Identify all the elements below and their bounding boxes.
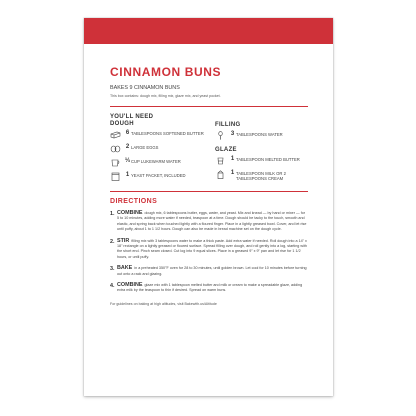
melted-butter-icon: [215, 156, 226, 165]
directions-heading: DIRECTIONS: [110, 198, 158, 205]
ingredient-text: CUP LUKEWARM WATER: [131, 158, 181, 164]
spoon-icon: [215, 131, 226, 140]
top-red-band: [84, 18, 333, 44]
milk-carton-icon: [215, 170, 226, 179]
step-body: [117, 283, 308, 294]
ingredient-item: [110, 130, 215, 139]
ingredient-qty: 1: [230, 156, 235, 162]
step-heading: COMBINE: [117, 282, 143, 289]
step-text: dough mix, 6 tablespoons butter, eggs, water, and yeast. Mix and knead — by hand or mixer — for 5 to 10 minutes, adding more water if needed, teaspoon at a time. Dough should be tacky to the touch, smooth and elastic, and spring back when touched lightly with a floured finger. Place in a lightly greased bowl. Cover, and let rise until puffy, about 1 to 1 1/2 hours. Dough can also be made in bread machine set on the dough cycle.: [117, 211, 307, 232]
ingredient-qty: ⅓: [124, 158, 130, 164]
recipe-card: [84, 18, 333, 396]
step-body: [117, 211, 308, 233]
ingredient-qty: 6: [125, 130, 130, 136]
ingredient-qty: 1: [125, 172, 130, 178]
dough-column: [110, 121, 215, 186]
you-need-heading: YOU'LL NEED: [110, 114, 154, 120]
step-number: 1.: [110, 211, 115, 217]
yield-text: BAKES 9 CINNAMON BUNS: [110, 85, 180, 91]
step-heading: BAKE: [117, 265, 133, 272]
ingredient-text: TABLESPOONS SOFTENED BUTTER: [131, 130, 204, 136]
step-text: filling mix with 3 tablespoons water to make a thick paste. Add extra water if needed. Roll dough into a 14" x 18" rectangle on a lightly greased or floured surface. Spread filling over dough, and roll gently into a log, starting with the short end. Pinch seam closed. Cut log into 9 equal slices. Place in a greased 9" x 9" pan and let rise for 1 1/2 hours, or until puffy.: [117, 238, 307, 259]
ingredient-text: LARGE EGGS: [131, 144, 159, 150]
recipe-title: CINNAMON BUNS: [110, 65, 222, 79]
box-contents-text: This box contains: dough mix, filling mix, glaze mix, and yeast pocket.: [110, 94, 221, 98]
filling-heading: FILLING: [215, 122, 241, 128]
step-number: 2.: [110, 238, 115, 245]
ingredient-text: TABLESPOON MELTED BUTTER: [236, 156, 300, 162]
ingredient-text: TABLESPOONS WATER: [236, 131, 283, 137]
step-body: [117, 239, 308, 261]
direction-step: [110, 283, 308, 294]
step-heading: STIR: [117, 237, 130, 244]
step-heading: COMBINE: [117, 210, 143, 216]
altitude-footnote: For guidelines on baking at high altitudes, visit Bakewith.us/Altitude: [110, 301, 217, 306]
ingredient-item: [215, 156, 308, 165]
ingredient-qty: 2: [125, 144, 130, 150]
step-text: glaze mix with 1 tablespoon melted butter and milk or cream to make a spreadable glaze, adding extra milk by the teaspoon to thin if desired. Spread on warm buns.: [117, 283, 303, 293]
divider-middle: [110, 191, 308, 192]
butter-icon: [110, 130, 121, 139]
direction-step: [110, 239, 308, 261]
ingredients-columns: [110, 121, 308, 186]
ingredient-qty: 3: [230, 131, 235, 137]
direction-step: [110, 266, 308, 277]
ingredient-item: [110, 144, 215, 153]
step-body: [117, 266, 308, 277]
measuring-cup-icon: [110, 158, 121, 167]
divider-top: [110, 106, 308, 107]
direction-step: [110, 211, 308, 233]
ingredient-qty: 1: [230, 170, 235, 176]
ingredient-text: YEAST PACKET, INCLUDED: [131, 172, 186, 178]
recipe-content: [110, 52, 308, 307]
ingredient-item: [215, 131, 308, 140]
ingredient-text: TABLESPOON MILK OR 2 TABLESPOONS CREAM: [236, 170, 286, 181]
yeast-packet-icon: [110, 172, 121, 181]
glaze-heading: GLAZE: [215, 147, 237, 153]
step-text: in a preheated 350°F oven for 28 to 30 minutes, until golden brown. Let cool for 10 minutes before turning out onto a rack and glazing.: [117, 266, 307, 276]
step-number: 3.: [110, 266, 115, 273]
ingredient-item: [110, 158, 215, 167]
ingredient-item: [110, 172, 215, 181]
dough-heading: DOUGH: [110, 121, 134, 127]
step-number: 4.: [110, 283, 115, 290]
ingredient-item: [215, 170, 308, 181]
filling-glaze-column: [215, 121, 308, 186]
eggs-icon: [110, 144, 121, 153]
